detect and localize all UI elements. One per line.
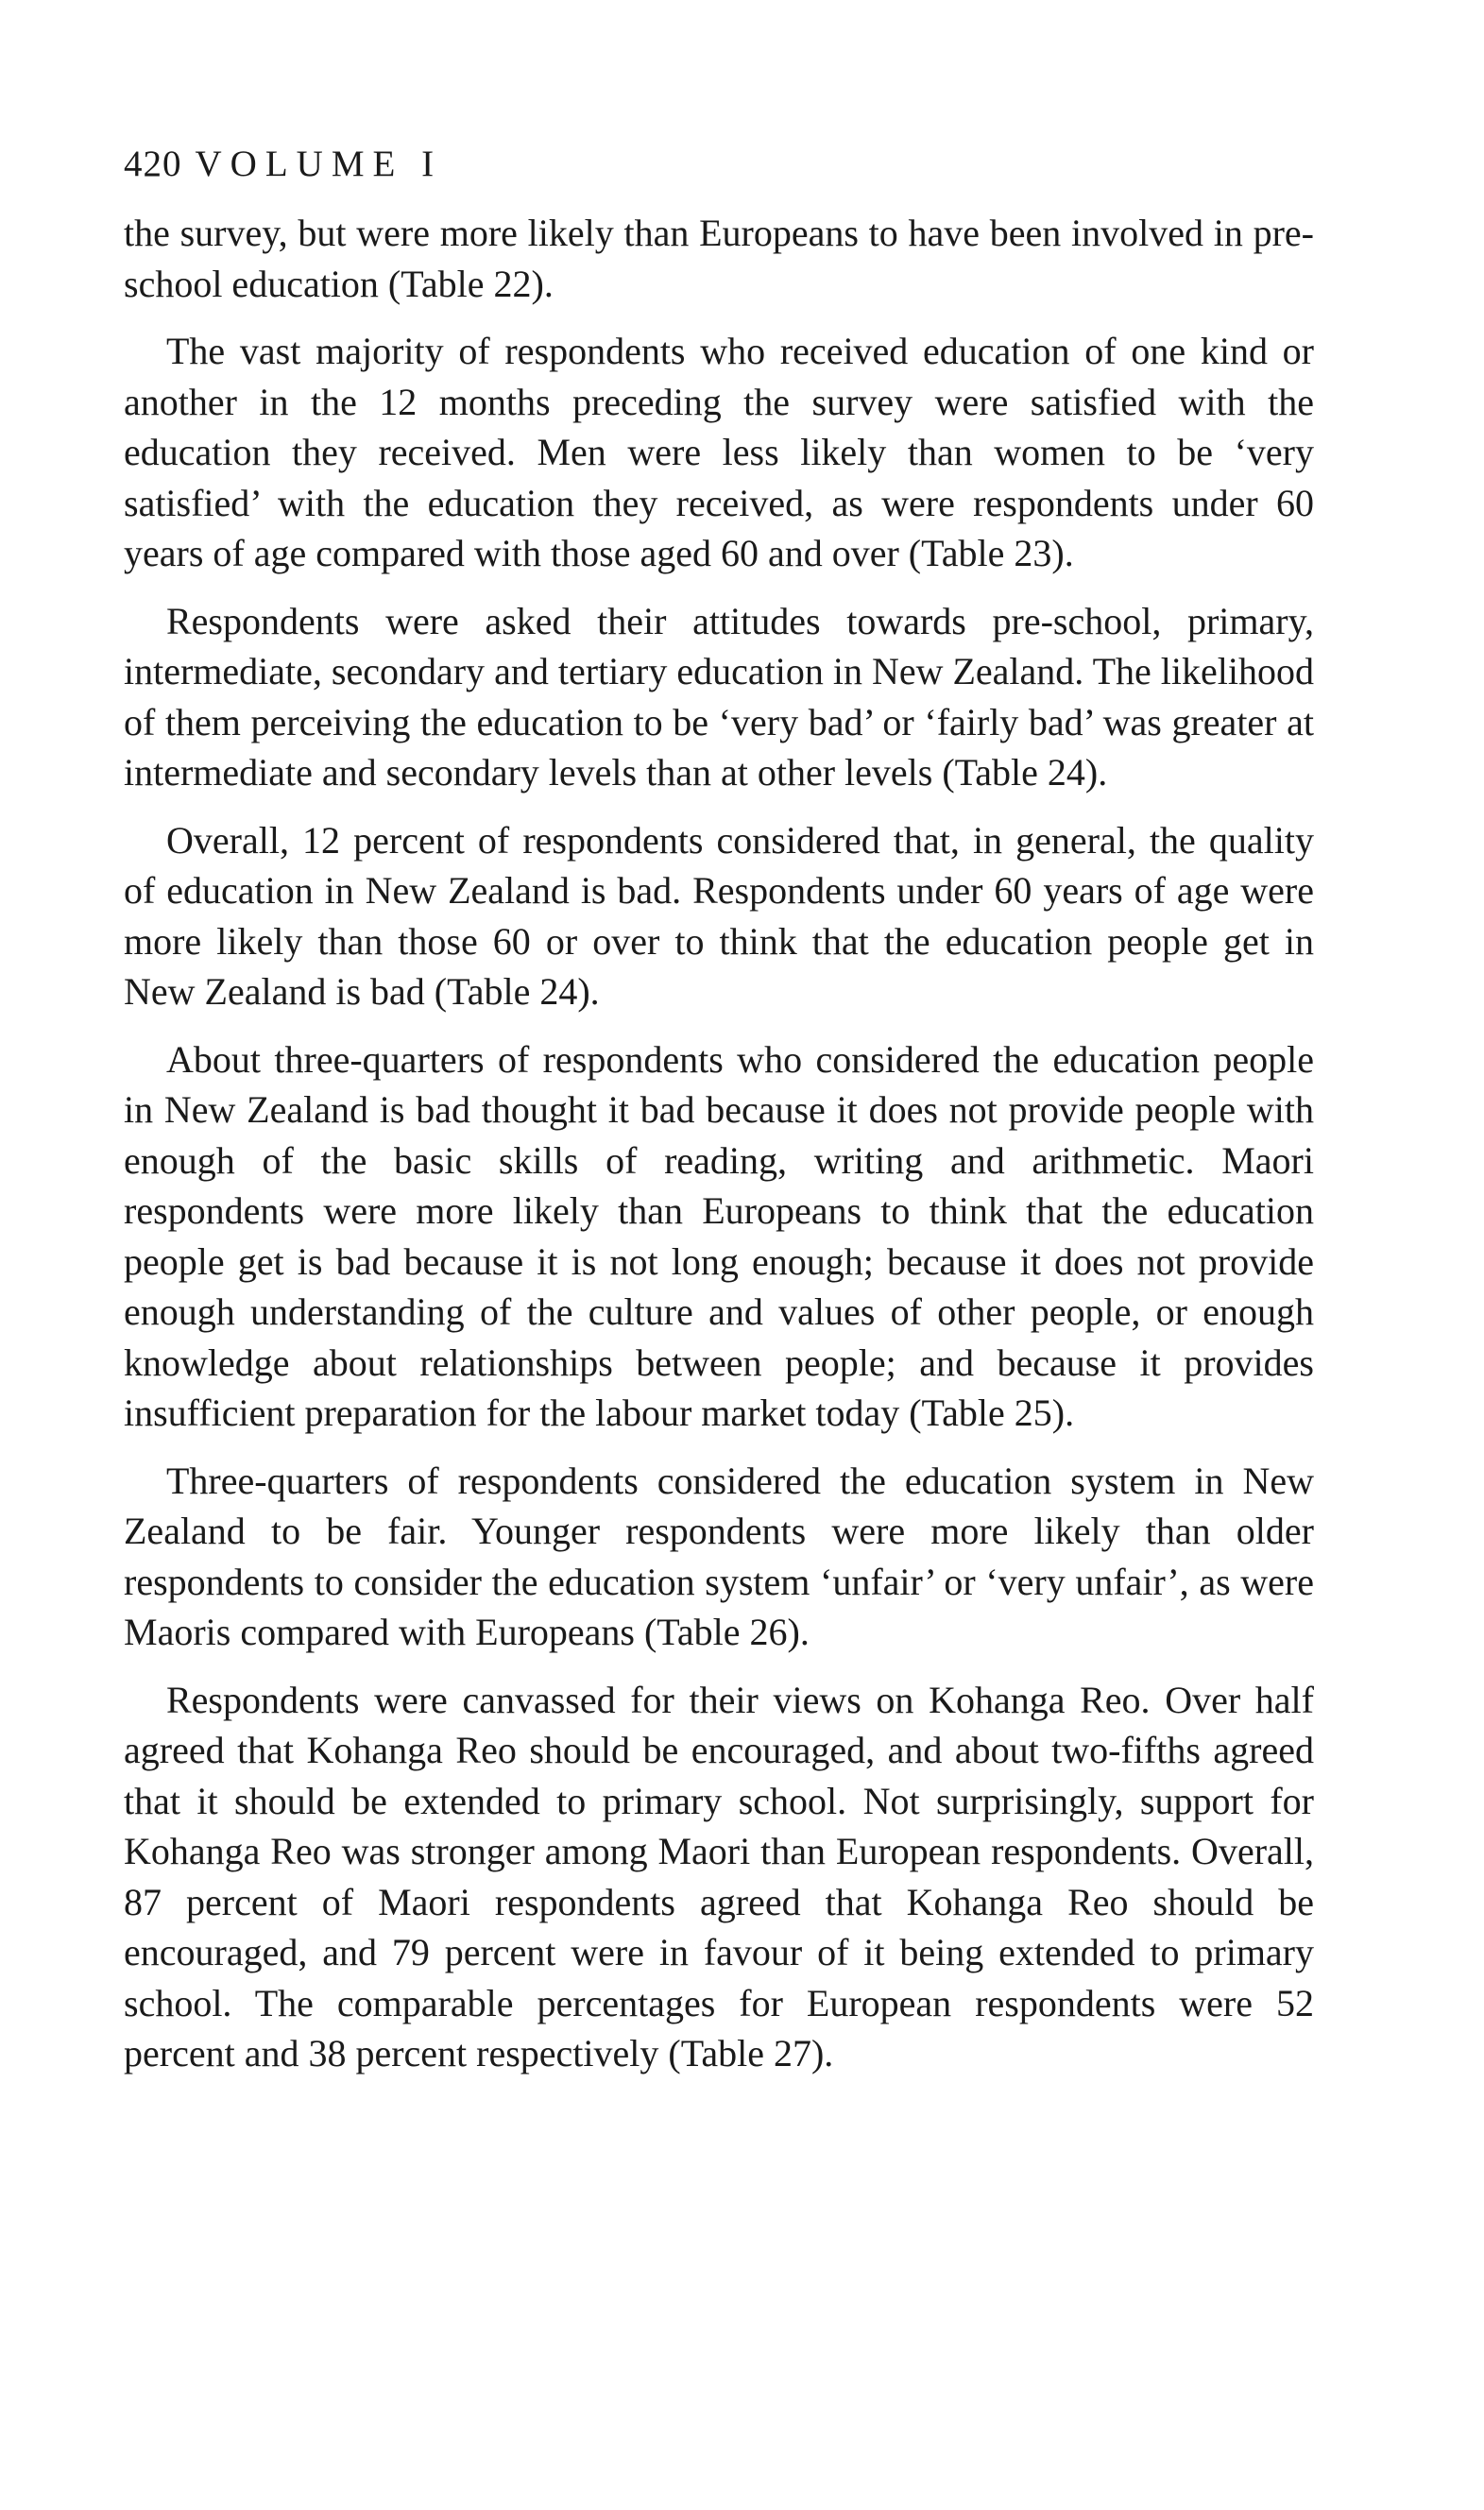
- paragraph-kohanga-reo: Respondents were canvassed for their views on Kohanga Reo. Over half agreed that Kohanga Reo should be encouraged, and about two-fifths agreed that it should be extended to primary school. Not surprisingly, support for Kohanga Reo was stronger among Maori than European respondents. Overall, 87 percent of Maori respondents agreed that Kohanga Reo should be encouraged, and 79 percent were in favour of it being extended to primary school. The comparable percentages for European respondents were 52 percent and 38 percent respectively (Table 27).: [124, 1678, 1314, 2075]
- document-page: [124, 142, 1314, 2096]
- paragraph-reasons-bad: About three-quarters of respondents who considered the education people in New Zealand is bad thought it bad because it does not provide people with enough of the basic skills of reading, writing and arithmetic. Maori respondents were more likely than Europeans to think that the education people get is bad because it is not long enough; because it does not provide enough understanding of the culture and values of other people, or enough knowledge about relationships between people; and because it provides insufficient preparation for the labour market today (Table 25).: [124, 1037, 1314, 1434]
- paragraph-quality-overall: Overall, 12 percent of respondents considered that, in general, the quality of education in New Zealand is bad. Respondents under 60 years of age were more likely than those 60 or over to think that the education people get in New Zealand is bad (Table 24).: [124, 818, 1314, 1013]
- paragraph-attitudes-levels: Respondents were asked their attitudes towards pre-school, primary, intermediate, secondary and tertiary education in New Zealand. The likelihood of them perceiving the education to be ‘very bad’ or ‘fairly bad’ was greater at intermediate and secondary levels than at other levels (Table 24).: [124, 599, 1314, 794]
- paragraph-education-satisfaction: The vast majority of respondents who received education of one kind or another in the 12 months preceding the survey were satisfied with the education they received. Men were less likely than women to be ‘very satisfied’ with the education they received, as were respondents under 60 years of age compared with those aged 60 and over (Table 23).: [124, 330, 1314, 574]
- paragraph-fairness: Three-quarters of respondents considered the education system in New Zealand to be fair. Younger respondents were more likely than older respondents to consider the education system ‘unfair’ or ‘very unfair’, as were Maoris compared with Europeans (Table 26).: [124, 1459, 1314, 1653]
- paragraph-continuation: the survey, but were more likely than Europeans to have been involved in pre-school education (Table 22).: [124, 212, 1314, 305]
- page-number: 420: [124, 144, 182, 184]
- volume-label: VOLUME I: [195, 144, 443, 184]
- running-head: [124, 142, 1314, 187]
